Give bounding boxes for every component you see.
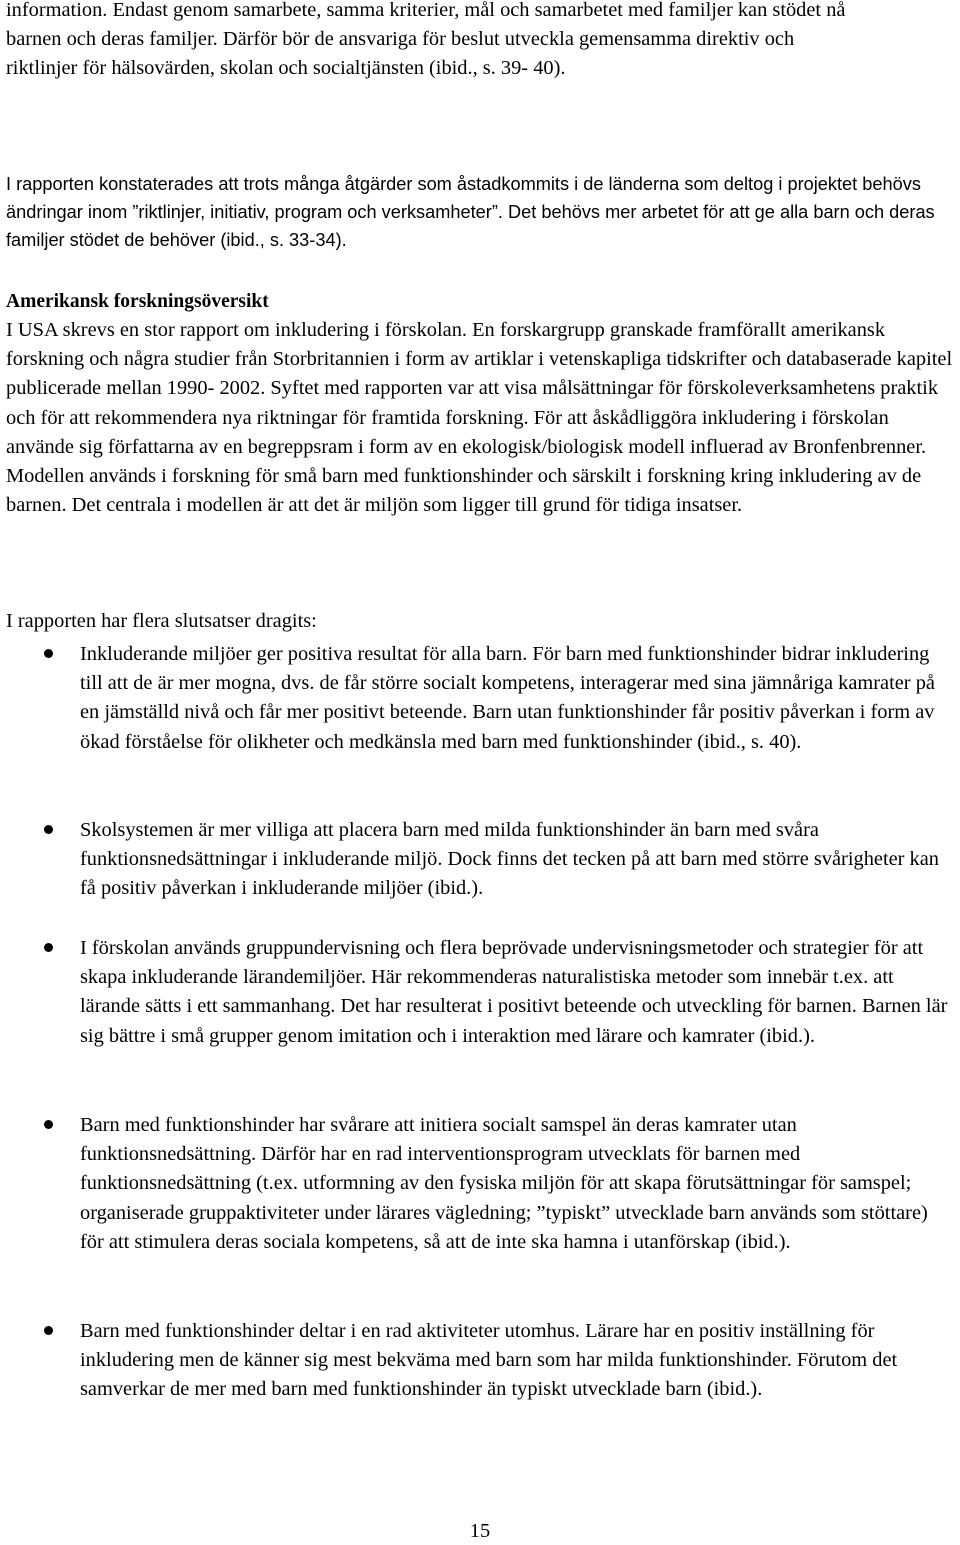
page-number: 15: [469, 1520, 491, 1542]
section-heading: Amerikansk forskningsöversikt: [6, 291, 269, 312]
paragraph-rapport-findings: I rapporten konstaterades att trots många åtgärder som åstadkommits i de länderna som deltog i projektet behövs ändringar inom ”riktlinjer, initiativ, program och verksamheter”. Det behövs mer arbetet för att ge alla barn och deras familjer stödet de behöver (ibid., s. 33-34).: [6, 174, 935, 250]
bullet-icon: [44, 943, 53, 952]
list-item-text: Barn med funktionshinder deltar i en rad aktiviteter utomhus. Lärare har en positiv inställning för inkludering men de känner sig mest bekväma med barn som har milda funktionshinder. Förutom det samverkar de mer med barn med funktionshinder än typiskt utvecklade barn (ibid.).: [80, 1320, 898, 1401]
bullet-icon: [44, 649, 53, 658]
paragraph-usa-report: I USA skrevs en stor rapport om inkludering i förskolan. En forskargrupp granskade framförallt amerikansk forskning och några studier från Storbritannien i form av artiklar i vetenskapliga tidskrifter och databaserade kapitel publicerade mellan 1990- 2002. Syftet med rapporten var att visa målsättningar för förskoleverksamhetens praktik och för att rekommendera nya riktningar för framtida forskning. För att åskådliggöra inkludering i förskolan använde sig författarna av en begreppsram i form av en ekologisk/biologisk modell influerad av Bronfenbrenner. Modellen används i forskning för små barn med funktionshinder och särskilt i forskning kring inkludering av de barnen. Det centrala i modellen är att det är miljön som ligger till grund för tidiga insatser.: [6, 319, 953, 517]
list-item-text: Skolsystemen är mer villiga att placera barn med milda funktionshinder än barn med svåra funktionsnedsättningar i inkluderande miljö. Dock finns det tecken på att barn med större svårigheter kan få positiv påverkan i inkluderande miljöer (ibid.).: [80, 819, 939, 900]
list-item-text: I förskolan används gruppundervisning och flera beprövade undervisningsmetoder och strategier för att skapa inkluderande lärandemiljöer. Här rekommenderas naturalistiska metoder som innebär t.ex. att lärande sätts i ett sammanhang. Det har resulterat i positivt beteende och utveckling för barnen. Barnen lär sig bättre i små grupper genom imitation och i interaktion med lärare och kamrater (ibid.).: [80, 937, 948, 1047]
paragraph-conclusions-intro: I rapporten har flera slutsatser dragits:: [6, 610, 317, 632]
bullet-icon: [44, 1326, 53, 1335]
bullet-icon: [44, 1120, 53, 1129]
paragraph-intro-continuation: information. Endast genom samarbete, samma kriterier, mål och samarbetet med familjer kan stödet nå barnen och deras familjer. Därför bör de ansvariga för beslut utveckla gemensamma direktiv och riktlinjer för hälsovärden, skolan och socialtjänsten (ibid., s. 39- 40).: [6, 0, 846, 80]
list-item-text: Barn med funktionshinder har svårare att initiera socialt samspel än deras kamrater utan funktionsnedsättning. Därför har en rad interventionsprogram utvecklats för barnen med funktionsnedsättning (t.ex. utformning av den fysiska miljön för att skapa förutsättningar för samspel; organiserade gruppaktiviteter under lärares vägledning; ”typiskt” utvecklade barn används som stöttare) för att stimulera deras sociala kompetens, så att de inte ska hamna i utanförskap (ibid.).: [80, 1114, 928, 1253]
bullet-icon: [44, 825, 53, 834]
list-item-text: Inkluderande miljöer ger positiva resultat för alla barn. För barn med funktionshinder bidrar inkludering till att de är mer mogna, dvs. de får större socialt kompetens, interagerar med sina jämnåriga kamrater på en jämställd nivå och får mer positivt beteende. Barn utan funktionshinder får positiv påverkan i form av ökad förståelse för olikheter och medkänsla med barn med funktionshinder (ibid., s. 40).: [80, 643, 935, 753]
